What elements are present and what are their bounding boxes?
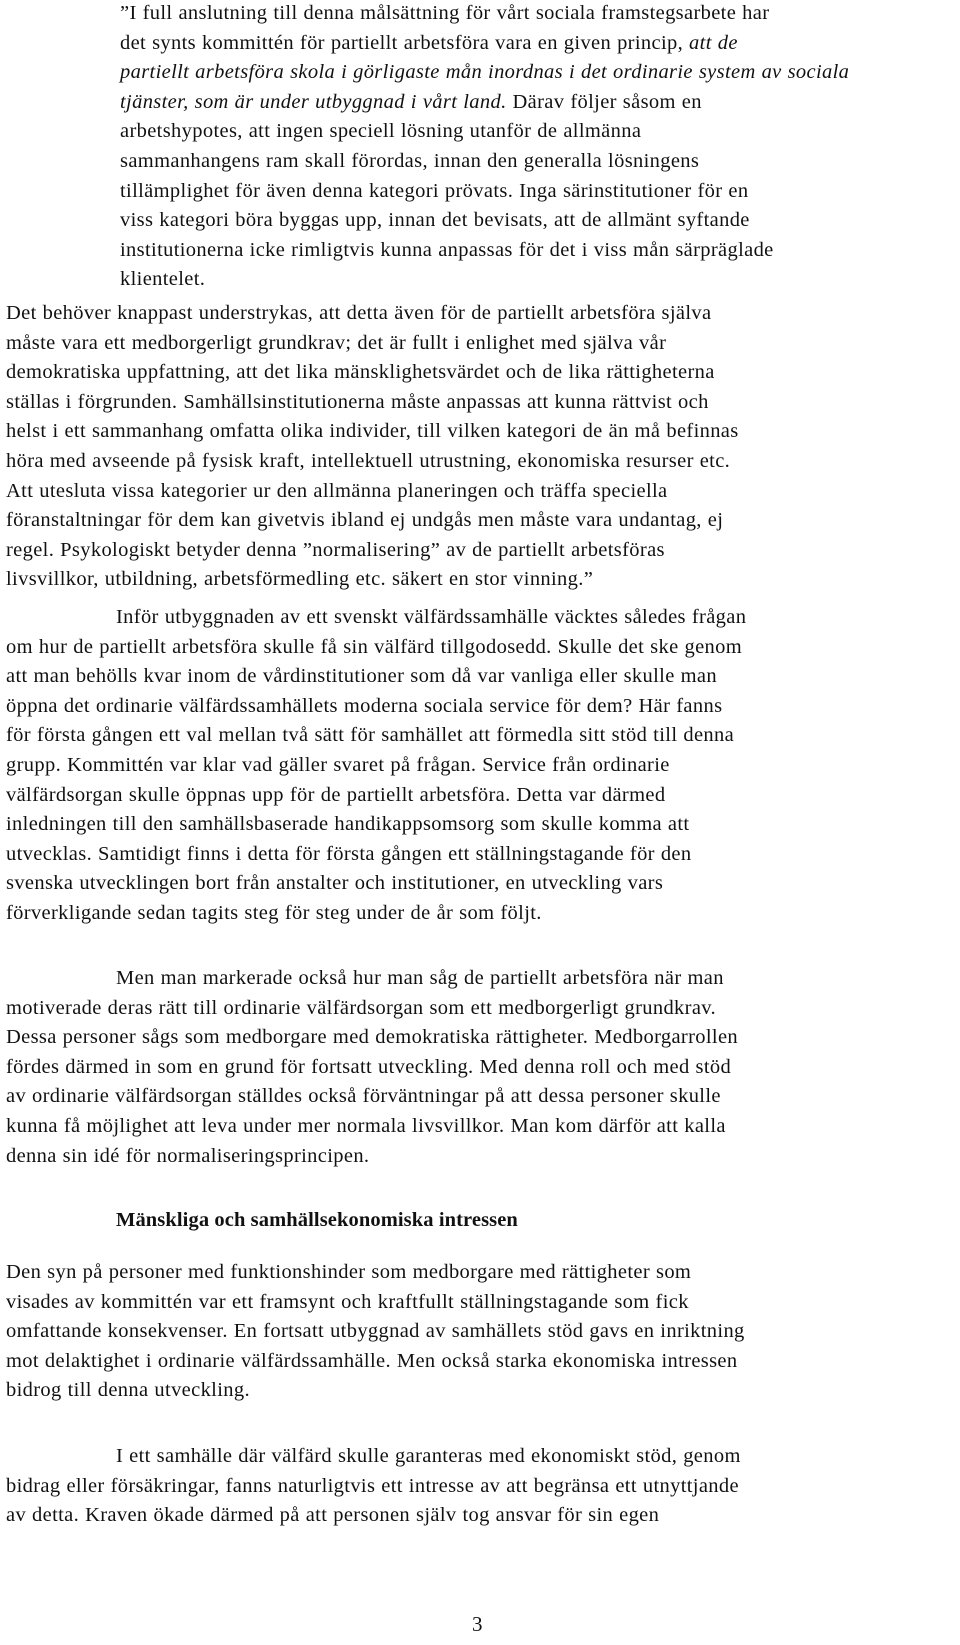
quote-line: klientelet.	[120, 268, 206, 291]
paragraph-line: för första gången ett val mellan två sätt för samhället att förmedla sitt stöd till denna	[6, 724, 735, 747]
paragraph-1	[6, 299, 954, 595]
paragraph-line: Men man markerade också hur man såg de partiellt arbetsföra när man	[116, 967, 724, 989]
paragraph-line: välfärdsorgan skulle öppnas upp för de partiellt arbetsföra. Detta var därmed	[6, 783, 666, 806]
paragraph-line: helst i ett sammanhang omfatta olika individer, till vilken kategori de än må befinnas	[6, 420, 739, 443]
quote-line: sammanhangens ram skall förordas, innan den generalla lösningens	[120, 149, 700, 172]
quote-line: partiellt arbetsföra skola i görligaste mån inordnas i det ordinarie system av sociala	[120, 61, 850, 84]
paragraph-line: Inför utbyggnaden av ett svenskt välfärdssamhälle väcktes således frågan	[116, 606, 747, 628]
paragraph-2	[6, 603, 954, 929]
paragraph-line: föranstaltningar för dem kan givetvis ibland ej undgås men måste vara undantag, ej	[6, 509, 724, 532]
paragraph-3	[6, 964, 954, 1171]
paragraph-line: motiverade deras rätt till ordinarie välfärdsorgan som ett medborgerligt grundkrav.	[6, 996, 717, 1019]
quote-text: det synts kommittén för partiellt arbetsföra vara en given princip,	[120, 31, 690, 54]
quote-text: Därav följer såsom en	[506, 90, 702, 113]
paragraph-line: fördes därmed in som en grund för fortsatt utveckling. Med denna roll och med stöd	[6, 1055, 732, 1078]
paragraph-line: livsvillkor, utbildning, arbetsförmedling etc. säkert en stor vinning.”	[6, 568, 594, 591]
quote-line	[6, 88, 954, 118]
paragraph-line: förverkligande sedan tagits steg för steg under de år som följt.	[6, 901, 542, 924]
section-heading: Mänskliga och samhällsekonomiska intressen	[116, 1209, 518, 1231]
paragraph-line: denna sin idé för normaliseringsprincipen.	[6, 1144, 370, 1167]
paragraph-line: om hur de partiellt arbetsföra skulle få sin välfärd tillgodosedd. Skulle det ske genom	[6, 635, 743, 658]
paragraph-line: bidrog till denna utveckling.	[6, 1379, 250, 1402]
paragraph-line: av ordinarie välfärdsorgan ställdes också förväntningar på att dessa personer skulle	[6, 1085, 721, 1108]
quote-line: ”I full anslutning till denna målsättning för vårt sociala framstegsarbete har	[120, 2, 770, 24]
paragraph-line: bidrag eller försäkringar, fanns naturligtvis ett intresse av att begränsa ett utnyttjande	[6, 1474, 739, 1497]
paragraph-line: svenska utvecklingen bort från anstalter och institutioner, en utveckling vars	[6, 872, 664, 895]
paragraph-line: mot delaktighet i ordinarie välfärdssamhälle. Men också starka ekonomiska intressen	[6, 1349, 738, 1372]
quote-line: arbetshypotes, att ingen speciell lösning utanför de allmänna	[120, 120, 642, 143]
paragraph-line: ställas i förgrunden. Samhällsinstitutionerna måste anpassas att kunna rättvist och	[6, 390, 709, 413]
paragraph-line: utvecklas. Samtidigt finns i detta för första gången ett ställningstagande för den	[6, 842, 692, 865]
paragraph-line: Dessa personer sågs som medborgare med demokratiska rättigheter. Medborgarrollen	[6, 1026, 739, 1049]
paragraph-line: inledningen till den samhällsbaserade handikappsomsorg som skulle komma att	[6, 813, 690, 836]
paragraph-line: att man behölls kvar inom de vårdinstitutioner som då var vanliga eller skulle man	[6, 665, 717, 688]
paragraph-line: Att utesluta vissa kategorier ur den allmänna planeringen och träffa speciella	[6, 479, 668, 502]
quote-line: viss kategori böra byggas upp, innan det bevisats, att de allmänt syftande	[120, 209, 750, 232]
paragraph-line: Det behöver knappast understrykas, att detta även för de partiellt arbetsföra själva	[6, 302, 712, 324]
paragraph-line: grupp. Kommittén var klar vad gäller svaret på frågan. Service från ordinarie	[6, 753, 670, 776]
quote-emphasis: att de	[689, 31, 738, 54]
paragraph-line: I ett samhälle där välfärd skulle garanteras med ekonomiskt stöd, genom	[116, 1445, 741, 1467]
paragraph-line: visades av kommittén var ett framsynt och kraftfullt ställningstagande som fick	[6, 1290, 689, 1313]
paragraph-4	[6, 1258, 954, 1406]
paragraph-line: måste vara ett medborgerligt grundkrav; det är fullt i enlighet med själva vår	[6, 331, 667, 354]
quote-line: tillämplighet för även denna kategori prövats. Inga särinstitutioner för en	[120, 179, 749, 202]
paragraph-line: omfattande konsekvenser. En fortsatt utbyggnad av samhällets stöd gavs en inriktning	[6, 1320, 745, 1343]
paragraph-line: kunna få möjlighet att leva under mer normala livsvillkor. Man kom därför att kalla	[6, 1114, 726, 1137]
paragraph-line: demokratiska uppfattning, att det lika mänsklighetsvärdet och de lika rättigheterna	[6, 361, 715, 384]
quote-block	[6, 0, 954, 295]
paragraph-line: regel. Psykologiskt betyder denna ”normalisering” av de partiellt arbetsföras	[6, 538, 665, 561]
quote-line: institutionerna icke rimligtvis kunna anpassas för det i viss mån särpräglade	[120, 238, 774, 261]
quote-line	[6, 29, 954, 59]
paragraph-line: öppna det ordinarie välfärdssamhällets moderna sociala service för dem? Här fanns	[6, 694, 723, 717]
page-number: 3	[472, 1612, 483, 1636]
paragraph-line: Den syn på personer med funktionshinder som medborgare med rättigheter som	[6, 1261, 692, 1283]
paragraph-5	[6, 1442, 954, 1531]
paragraph-line: höra med avseende på fysisk kraft, intellektuell utrustning, ekonomiska resurser etc.	[6, 449, 731, 472]
quote-emphasis: tjänster, som är under utbyggnad i vårt land.	[120, 90, 507, 113]
paragraph-line: av detta. Kraven ökade därmed på att personen själv tog ansvar för sin egen	[6, 1504, 660, 1527]
